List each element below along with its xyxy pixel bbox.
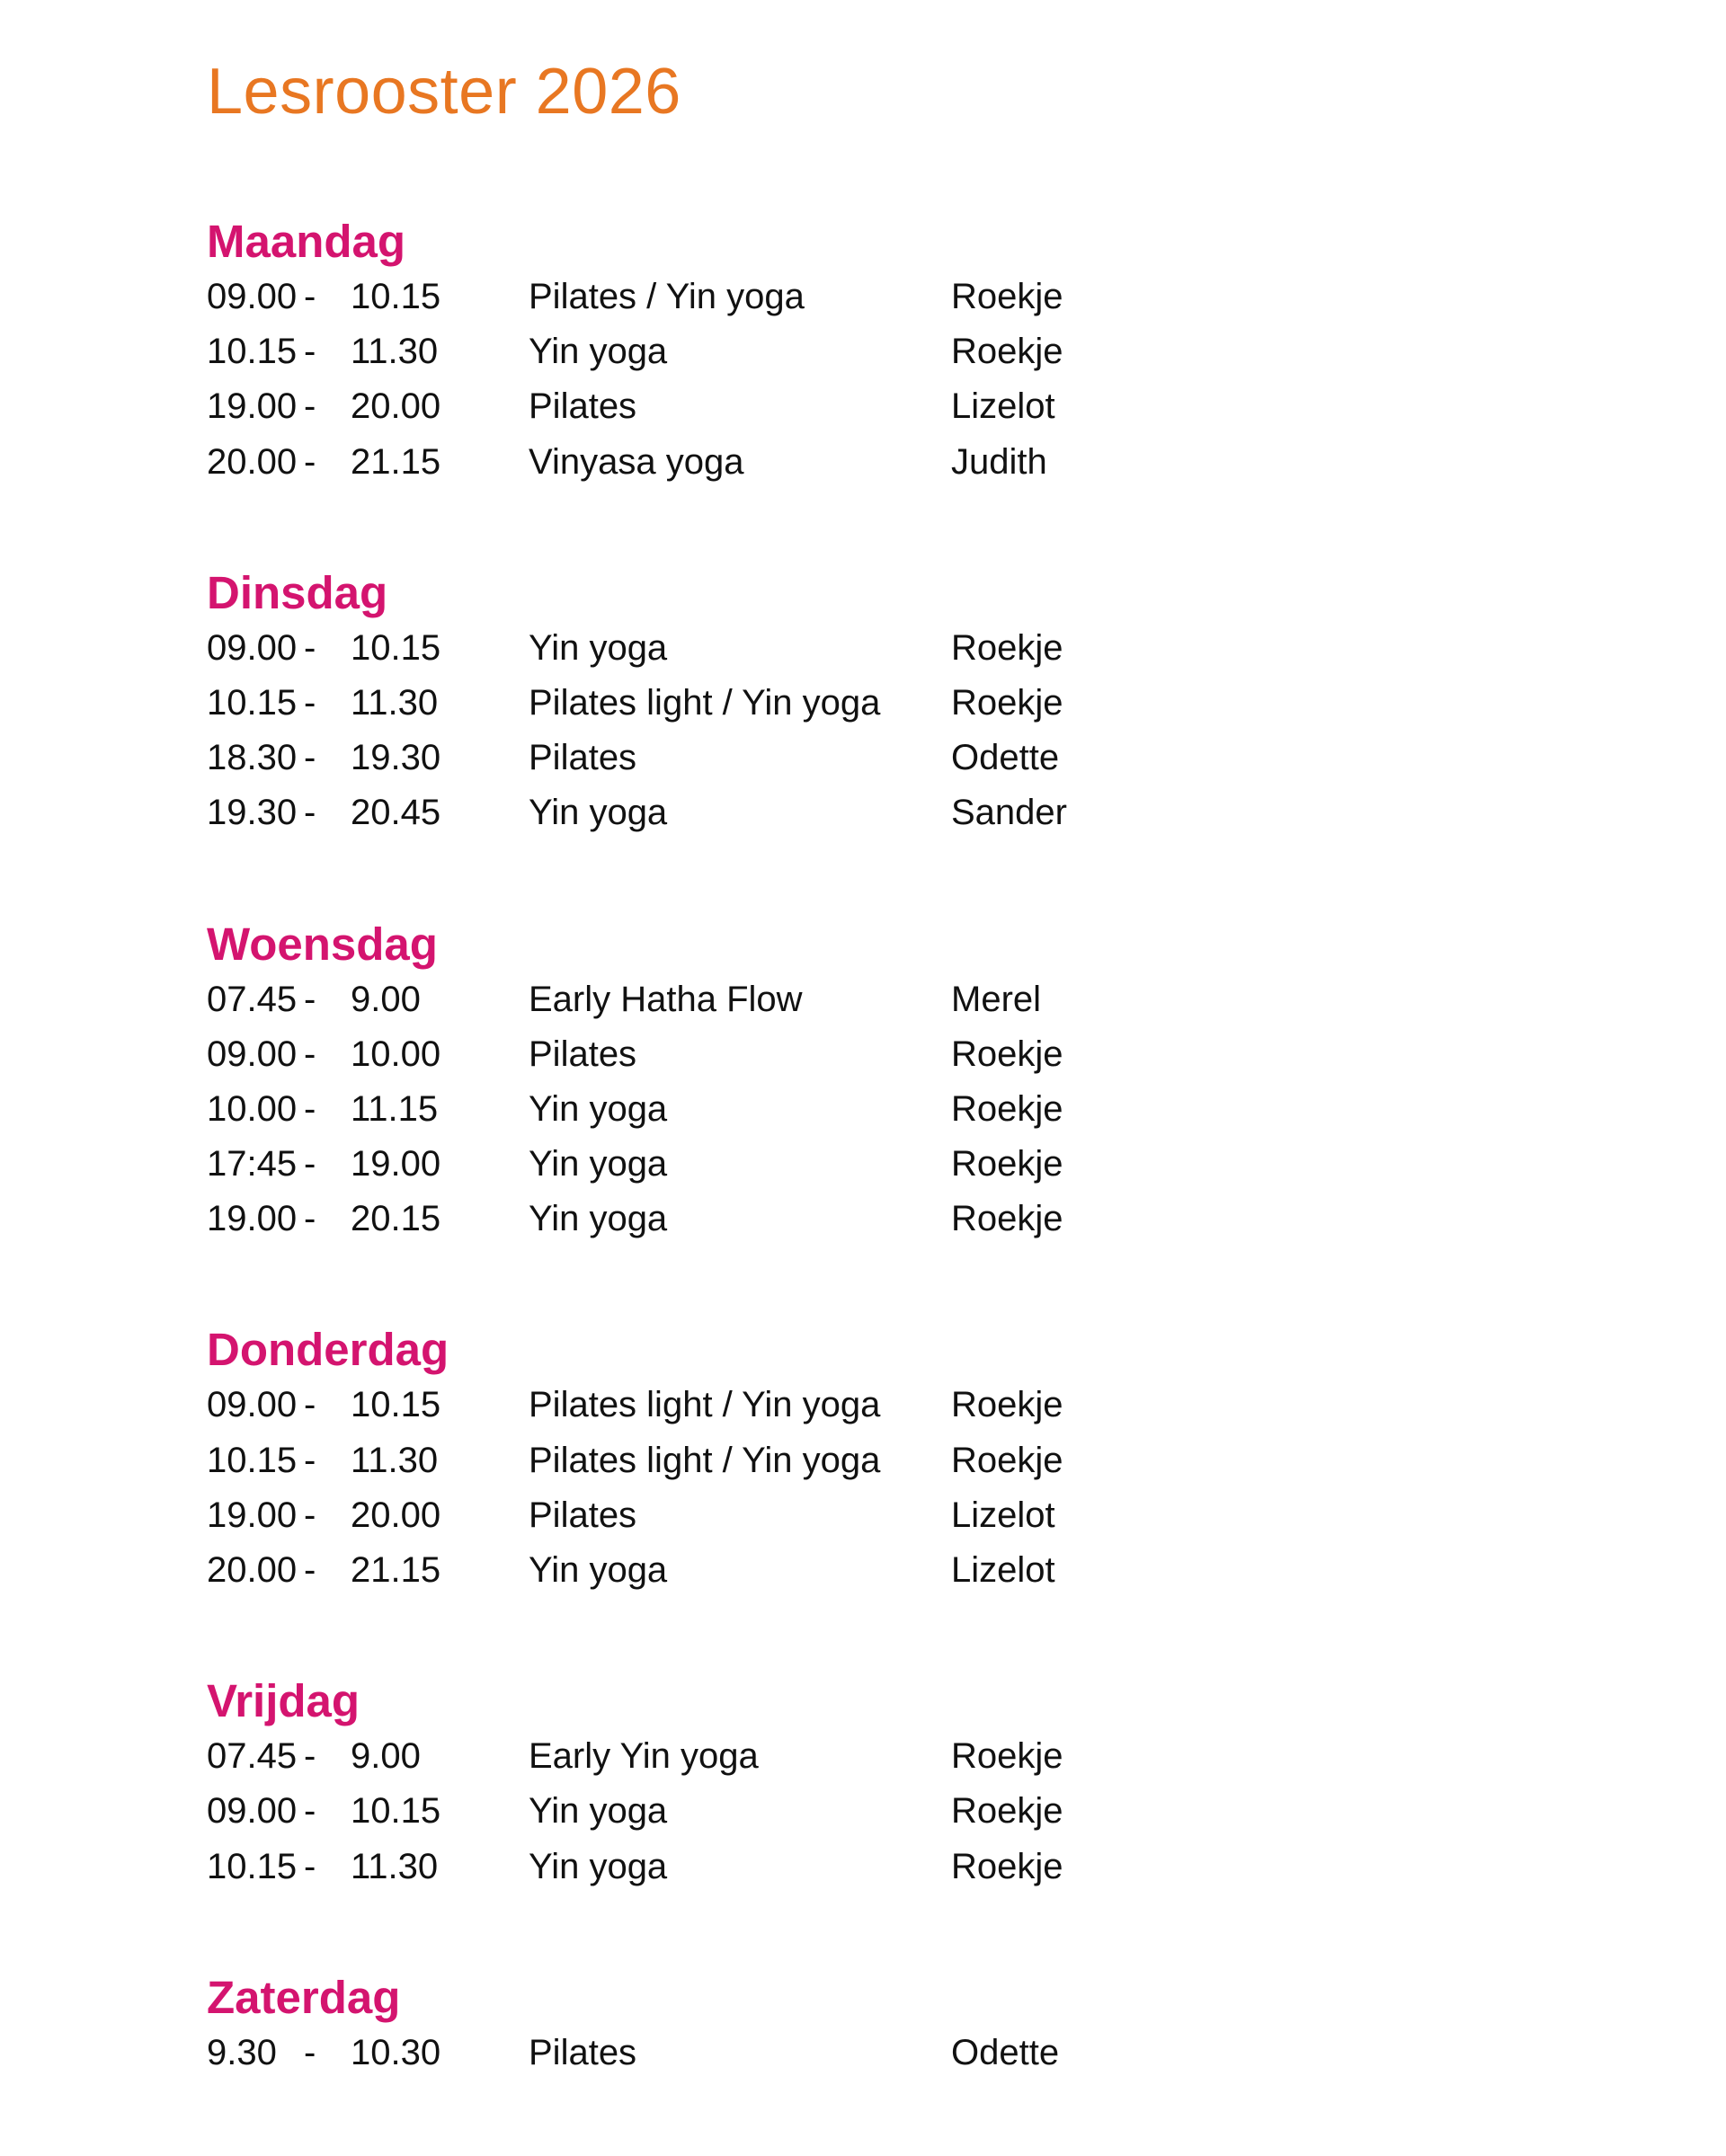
class-name: Yin yoga: [529, 627, 668, 668]
day-section: [207, 1970, 1555, 2081]
start-time: 17:45: [207, 1144, 298, 1184]
teacher-name: Roekje: [951, 1199, 1063, 1239]
schedule-row: [207, 731, 1555, 785]
time-separator: -: [304, 1034, 316, 1074]
day-heading: Woensdag: [207, 918, 438, 970]
time-separator: -: [304, 738, 316, 778]
end-time: 21.15: [351, 441, 441, 482]
start-time: 09.00: [207, 627, 298, 668]
class-name: Yin yoga: [529, 1791, 668, 1832]
end-time: 20.45: [351, 793, 441, 833]
schedule-row: [207, 676, 1555, 731]
end-time: 20.15: [351, 1199, 441, 1239]
schedule-row: [207, 1840, 1555, 1894]
class-name: Pilates: [529, 2032, 637, 2072]
teacher-name: Lizelot: [951, 386, 1055, 427]
end-time: 10.15: [351, 277, 441, 316]
teacher-name: Roekje: [951, 1034, 1063, 1074]
teacher-name: Roekje: [951, 332, 1063, 372]
schedule-row: [207, 2026, 1555, 2081]
class-name: Pilates: [529, 386, 637, 427]
start-time: 20.00: [207, 1550, 298, 1590]
start-time: 07.45: [207, 1736, 298, 1777]
start-time: 19.00: [207, 386, 298, 427]
start-time: 10.15: [207, 682, 298, 723]
teacher-name: Judith: [951, 441, 1047, 482]
end-time: 10.15: [351, 1791, 441, 1832]
day-section: [207, 917, 1555, 1247]
start-time: 20.00: [207, 441, 298, 482]
end-time: 11.30: [351, 332, 439, 372]
time-separator: -: [304, 386, 316, 427]
start-time: 10.15: [207, 332, 298, 372]
time-separator: -: [304, 682, 316, 723]
schedule-row: [207, 324, 1555, 379]
start-time: 19.00: [207, 1199, 298, 1239]
teacher-name: Roekje: [951, 1440, 1063, 1480]
time-separator: -: [304, 1385, 316, 1425]
day-section: [207, 565, 1555, 841]
time-separator: -: [304, 1199, 316, 1239]
time-separator: -: [304, 332, 316, 372]
schedule-row: [207, 621, 1555, 676]
class-name: Yin yoga: [529, 1550, 668, 1590]
class-name: Pilates light / Yin yoga: [529, 1440, 881, 1480]
class-name: Early Yin yoga: [529, 1736, 759, 1777]
teacher-name: Sander: [951, 793, 1067, 833]
day-section: [207, 214, 1555, 490]
time-separator: -: [304, 1846, 316, 1886]
class-name: Yin yoga: [529, 1199, 668, 1239]
schedule-row: [207, 435, 1555, 490]
day-heading: Dinsdag: [207, 566, 388, 618]
time-separator: -: [304, 627, 316, 668]
class-name: Yin yoga: [529, 1144, 668, 1184]
schedule-row: [207, 270, 1555, 324]
end-time: 21.15: [351, 1550, 441, 1590]
class-name: Pilates / Yin yoga: [529, 277, 805, 316]
start-time: 07.45: [207, 979, 298, 1019]
start-time: 09.00: [207, 1791, 298, 1832]
time-separator: -: [304, 1791, 316, 1832]
end-time: 11.30: [351, 682, 439, 723]
teacher-name: Roekje: [951, 627, 1063, 668]
time-separator: -: [304, 1144, 316, 1184]
day-heading: Zaterdag: [207, 1971, 401, 2023]
start-time: 19.30: [207, 793, 298, 833]
end-time: 10.15: [351, 1385, 441, 1425]
teacher-name: Lizelot: [951, 1495, 1055, 1535]
schedule-row: [207, 1378, 1555, 1433]
schedule-row: [207, 1784, 1555, 1839]
schedule-row: [207, 1543, 1555, 1598]
end-time: 20.00: [351, 1495, 441, 1535]
teacher-name: Roekje: [951, 682, 1063, 723]
time-separator: -: [304, 277, 316, 316]
teacher-name: Roekje: [951, 277, 1063, 316]
time-separator: -: [304, 2032, 316, 2072]
start-time: 09.00: [207, 1385, 298, 1425]
time-separator: -: [304, 1495, 316, 1535]
class-name: Yin yoga: [529, 793, 668, 833]
class-name: Vinyasa yoga: [529, 441, 744, 482]
end-time: 19.30: [351, 738, 441, 778]
schedule-row: [207, 785, 1555, 840]
teacher-name: Roekje: [951, 1736, 1063, 1777]
day-section: [207, 1673, 1555, 1894]
teacher-name: Roekje: [951, 1385, 1063, 1425]
end-time: 10.15: [351, 627, 441, 668]
schedule-row: [207, 1729, 1555, 1784]
end-time: 20.00: [351, 386, 441, 427]
day-section: [207, 1322, 1555, 1598]
start-time: 18.30: [207, 738, 298, 778]
class-name: Pilates: [529, 1034, 637, 1074]
end-time: 11.15: [351, 1088, 439, 1129]
schedule-page: [207, 52, 1555, 2156]
time-separator: -: [304, 979, 316, 1019]
class-name: Yin yoga: [529, 332, 668, 372]
teacher-name: Merel: [951, 979, 1042, 1019]
schedule-row: [207, 972, 1555, 1027]
teacher-name: Roekje: [951, 1144, 1063, 1184]
schedule-row: [207, 1433, 1555, 1488]
teacher-name: Lizelot: [951, 1550, 1055, 1590]
class-name: Early Hatha Flow: [529, 979, 803, 1019]
start-time: 19.00: [207, 1495, 298, 1535]
teacher-name: Odette: [951, 2032, 1060, 2072]
end-time: 9.00: [351, 979, 421, 1019]
time-separator: -: [304, 1088, 316, 1129]
page-title: Lesrooster 2026: [207, 56, 681, 128]
schedule-row: [207, 1082, 1555, 1137]
start-time: 10.15: [207, 1440, 298, 1480]
schedule-row: [207, 1192, 1555, 1247]
end-time: 10.00: [351, 1034, 441, 1074]
schedule-row: [207, 1488, 1555, 1543]
schedule-days: [207, 214, 1555, 2081]
class-name: Pilates: [529, 738, 637, 778]
end-time: 11.30: [351, 1440, 439, 1480]
teacher-name: Roekje: [951, 1088, 1063, 1129]
start-time: 09.00: [207, 1034, 298, 1074]
teacher-name: Odette: [951, 738, 1060, 778]
class-name: Pilates: [529, 1495, 637, 1535]
time-separator: -: [304, 1550, 316, 1590]
start-time: 9.30: [207, 2032, 277, 2072]
start-time: 10.00: [207, 1088, 298, 1129]
end-time: 9.00: [351, 1736, 421, 1777]
end-time: 11.30: [351, 1846, 439, 1886]
end-time: 19.00: [351, 1144, 441, 1184]
time-separator: -: [304, 441, 316, 482]
day-heading: Vrijdag: [207, 1675, 360, 1727]
teacher-name: Roekje: [951, 1791, 1063, 1832]
class-name: Pilates light / Yin yoga: [529, 1385, 881, 1425]
day-heading: Donderdag: [207, 1324, 449, 1376]
start-time: 10.15: [207, 1846, 298, 1886]
end-time: 10.30: [351, 2032, 441, 2072]
time-separator: -: [304, 793, 316, 833]
day-heading: Maandag: [207, 216, 406, 267]
class-name: Yin yoga: [529, 1846, 668, 1886]
teacher-name: Roekje: [951, 1846, 1063, 1886]
time-separator: -: [304, 1736, 316, 1777]
schedule-row: [207, 1027, 1555, 1082]
schedule-row: [207, 379, 1555, 434]
time-separator: -: [304, 1440, 316, 1480]
start-time: 09.00: [207, 277, 298, 316]
schedule-row: [207, 1137, 1555, 1192]
class-name: Pilates light / Yin yoga: [529, 682, 881, 723]
class-name: Yin yoga: [529, 1088, 668, 1129]
